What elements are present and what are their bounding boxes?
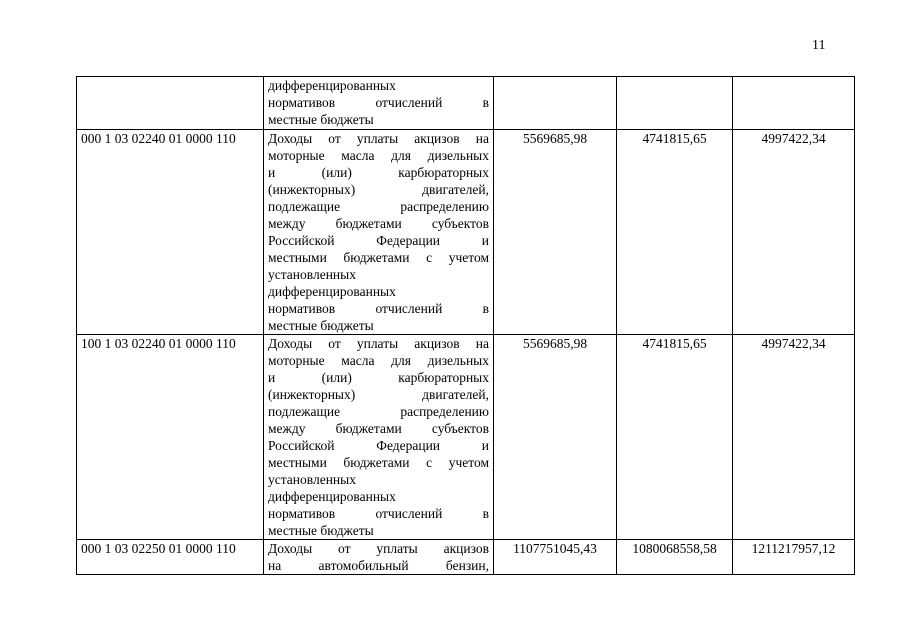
name-line: нормативов отчислений в [268,95,489,110]
revenue-name-cell [264,335,494,540]
name-line: местными бюджетами с учетом [268,250,489,265]
name-line: местными бюджетами с учетом [268,455,489,470]
name-line: и (или) карбюраторных [268,370,489,385]
name-line: подлежащие распределению [268,199,489,214]
budget-code-cell [77,77,264,130]
name-line: (инжекторных) двигателей, [268,387,489,402]
amount-year1-cell [494,77,617,130]
name-line: Доходы от уплаты акцизов на [268,131,489,146]
name-line: установленных [268,472,356,487]
amount-year3-cell: 1211217957,12 [733,540,855,575]
name-line: между бюджетами субъектов [268,421,489,436]
table-row [77,335,855,540]
name-line: местные бюджеты [268,523,374,538]
name-line: моторные масла для дизельных [268,148,489,163]
amount-year1-cell: 1107751045,43 [494,540,617,575]
amount-year3-cell [733,77,855,130]
name-line: моторные масла для дизельных [268,353,489,368]
name-line: Российской Федерации и [268,233,489,248]
name-line: нормативов отчислений в [268,301,489,316]
name-line: местные бюджеты [268,112,374,127]
name-line: нормативов отчислений в [268,506,489,521]
amount-year2-cell: 1080068558,58 [617,540,733,575]
page-number: 11 [812,38,826,53]
name-line: подлежащие распределению [268,404,489,419]
name-line: Доходы от уплаты акцизов на [268,336,489,351]
name-line: Доходы от уплаты акцизов [268,541,489,556]
name-line: на автомобильный бензин, [268,558,489,573]
budget-revenue-table [76,76,855,575]
revenue-name-cell [264,540,494,575]
name-line: дифференцированных [268,284,396,299]
budget-code-cell: 000 1 03 02250 01 0000 110 [77,540,264,575]
table-row [77,540,855,575]
name-line: между бюджетами субъектов [268,216,489,231]
name-line: дифференцированных [268,78,396,93]
table-row [77,77,855,130]
amount-year2-cell: 4741815,65 [617,335,733,540]
name-line: (инжекторных) двигателей, [268,182,489,197]
name-line: установленных [268,267,356,282]
revenue-name-cell [264,77,494,130]
name-line: дифференцированных [268,489,396,504]
name-line: Российской Федерации и [268,438,489,453]
budget-code-cell: 100 1 03 02240 01 0000 110 [77,335,264,540]
amount-year3-cell: 4997422,34 [733,130,855,335]
revenue-name-cell [264,130,494,335]
name-line: и (или) карбюраторных [268,165,489,180]
budget-code-cell: 000 1 03 02240 01 0000 110 [77,130,264,335]
amount-year2-cell [617,77,733,130]
table-row [77,130,855,335]
amount-year3-cell: 4997422,34 [733,335,855,540]
amount-year1-cell: 5569685,98 [494,130,617,335]
name-line: местные бюджеты [268,318,374,333]
amount-year1-cell: 5569685,98 [494,335,617,540]
amount-year2-cell: 4741815,65 [617,130,733,335]
